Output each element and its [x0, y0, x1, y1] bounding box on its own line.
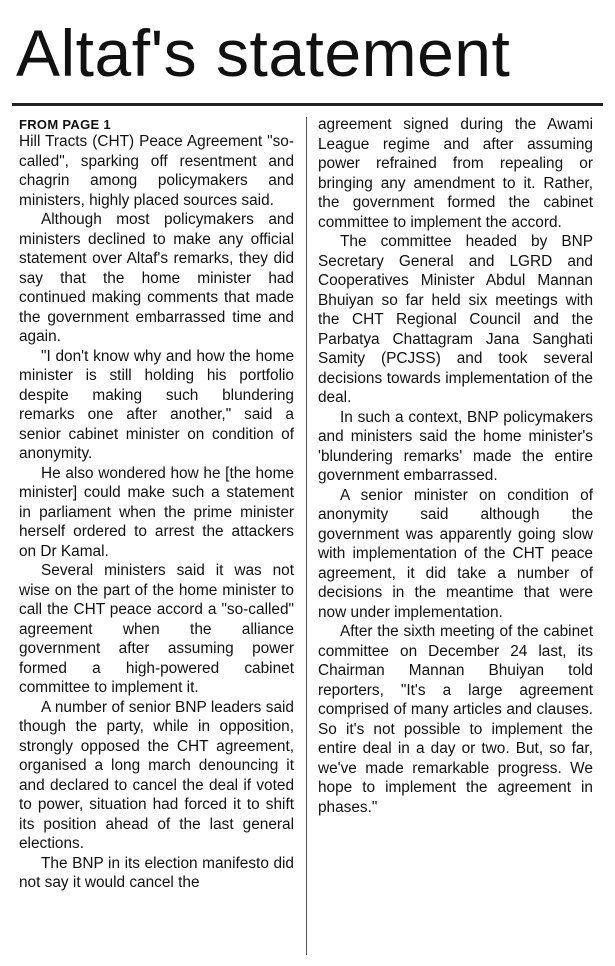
paragraph: The committee headed by BNP Secretary General and LGRD and Cooperatives Minister Abdul Mannan Bhuiyan so far held six meetings with the CHT Regional Council and the Parbatya Chattagram Jana Sanghati Samity (PCJSS) and took several decisions towards implementation of the deal. [318, 233, 593, 406]
paragraph: Several ministers said it was not wise on the part of the home minister to call the CHT peace accord a "so-called" agreement when the alliance government after assuming power formed a high-powered cabinet committee to implement it. [19, 562, 294, 696]
paragraph: In such a context, BNP policymakers and ministers said the home minister's 'blundering remarks' made the entire government embarrassed. [318, 408, 593, 484]
right-column [318, 113, 593, 961]
source-tag: FROM PAGE 1 [19, 117, 111, 132]
paragraph: "I don't know why and how the home minister is still holding his portfolio despite making such blundering remarks one after another," said a senior cabinet minister on condition of anonymity. [19, 347, 294, 462]
paragraph: Hill Tracts (CHT) Peace Agreement "so-called", sparking off resentment and chagrin among policymakers and ministers, highly placed sources said. [19, 133, 294, 209]
headline: Altaf's statement [16, 16, 511, 90]
paragraph: A senior minister on condition of anonymity said although the government was apparently going slow with implementation of the CHT peace agreement, it did take a number of decisions in the meantime that were now under implementation. [318, 486, 593, 621]
paragraph: A number of senior BNP leaders said though the party, while in opposition, strongly opposed the CHT agreement, organised a long march denouncing it and declared to cancel the deal if voted to power, situation had forced it to shift its position ahead of the last general elections. [19, 698, 294, 852]
paragraph: He also wondered how he [the home minister] could make such a statement in parliament when the prime minister herself ordered to arrest the attackers on Dr Kamal. [19, 464, 294, 560]
article-body [0, 113, 615, 961]
headline-rule [12, 103, 603, 106]
paragraph: Although most policymakers and ministers declined to make any official statement over Altaf's remarks, they did say that the home minister had continued making comments that made the government embarrassed time and again. [19, 211, 294, 345]
left-column [19, 113, 294, 961]
paragraph: After the sixth meeting of the cabinet committee on December 24 last, its Chairman Mannan Bhuiyan told reporters, "It's a large agreement comprised of many articles and clauses. So it's not possible to implement the entire deal in a day or two. But, so far, we've made remarkable progress. We hope to implement the agreement in phases." [318, 623, 593, 816]
paragraph: The BNP in its election manifesto did not say it would cancel the [19, 854, 294, 891]
paragraph: agreement signed during the Awami League regime and after assuming power refrained from repealing or bringing any amendment to it. Rather, the government formed the cabinet committee to implement the accord. [318, 116, 593, 231]
column-divider [306, 117, 307, 955]
